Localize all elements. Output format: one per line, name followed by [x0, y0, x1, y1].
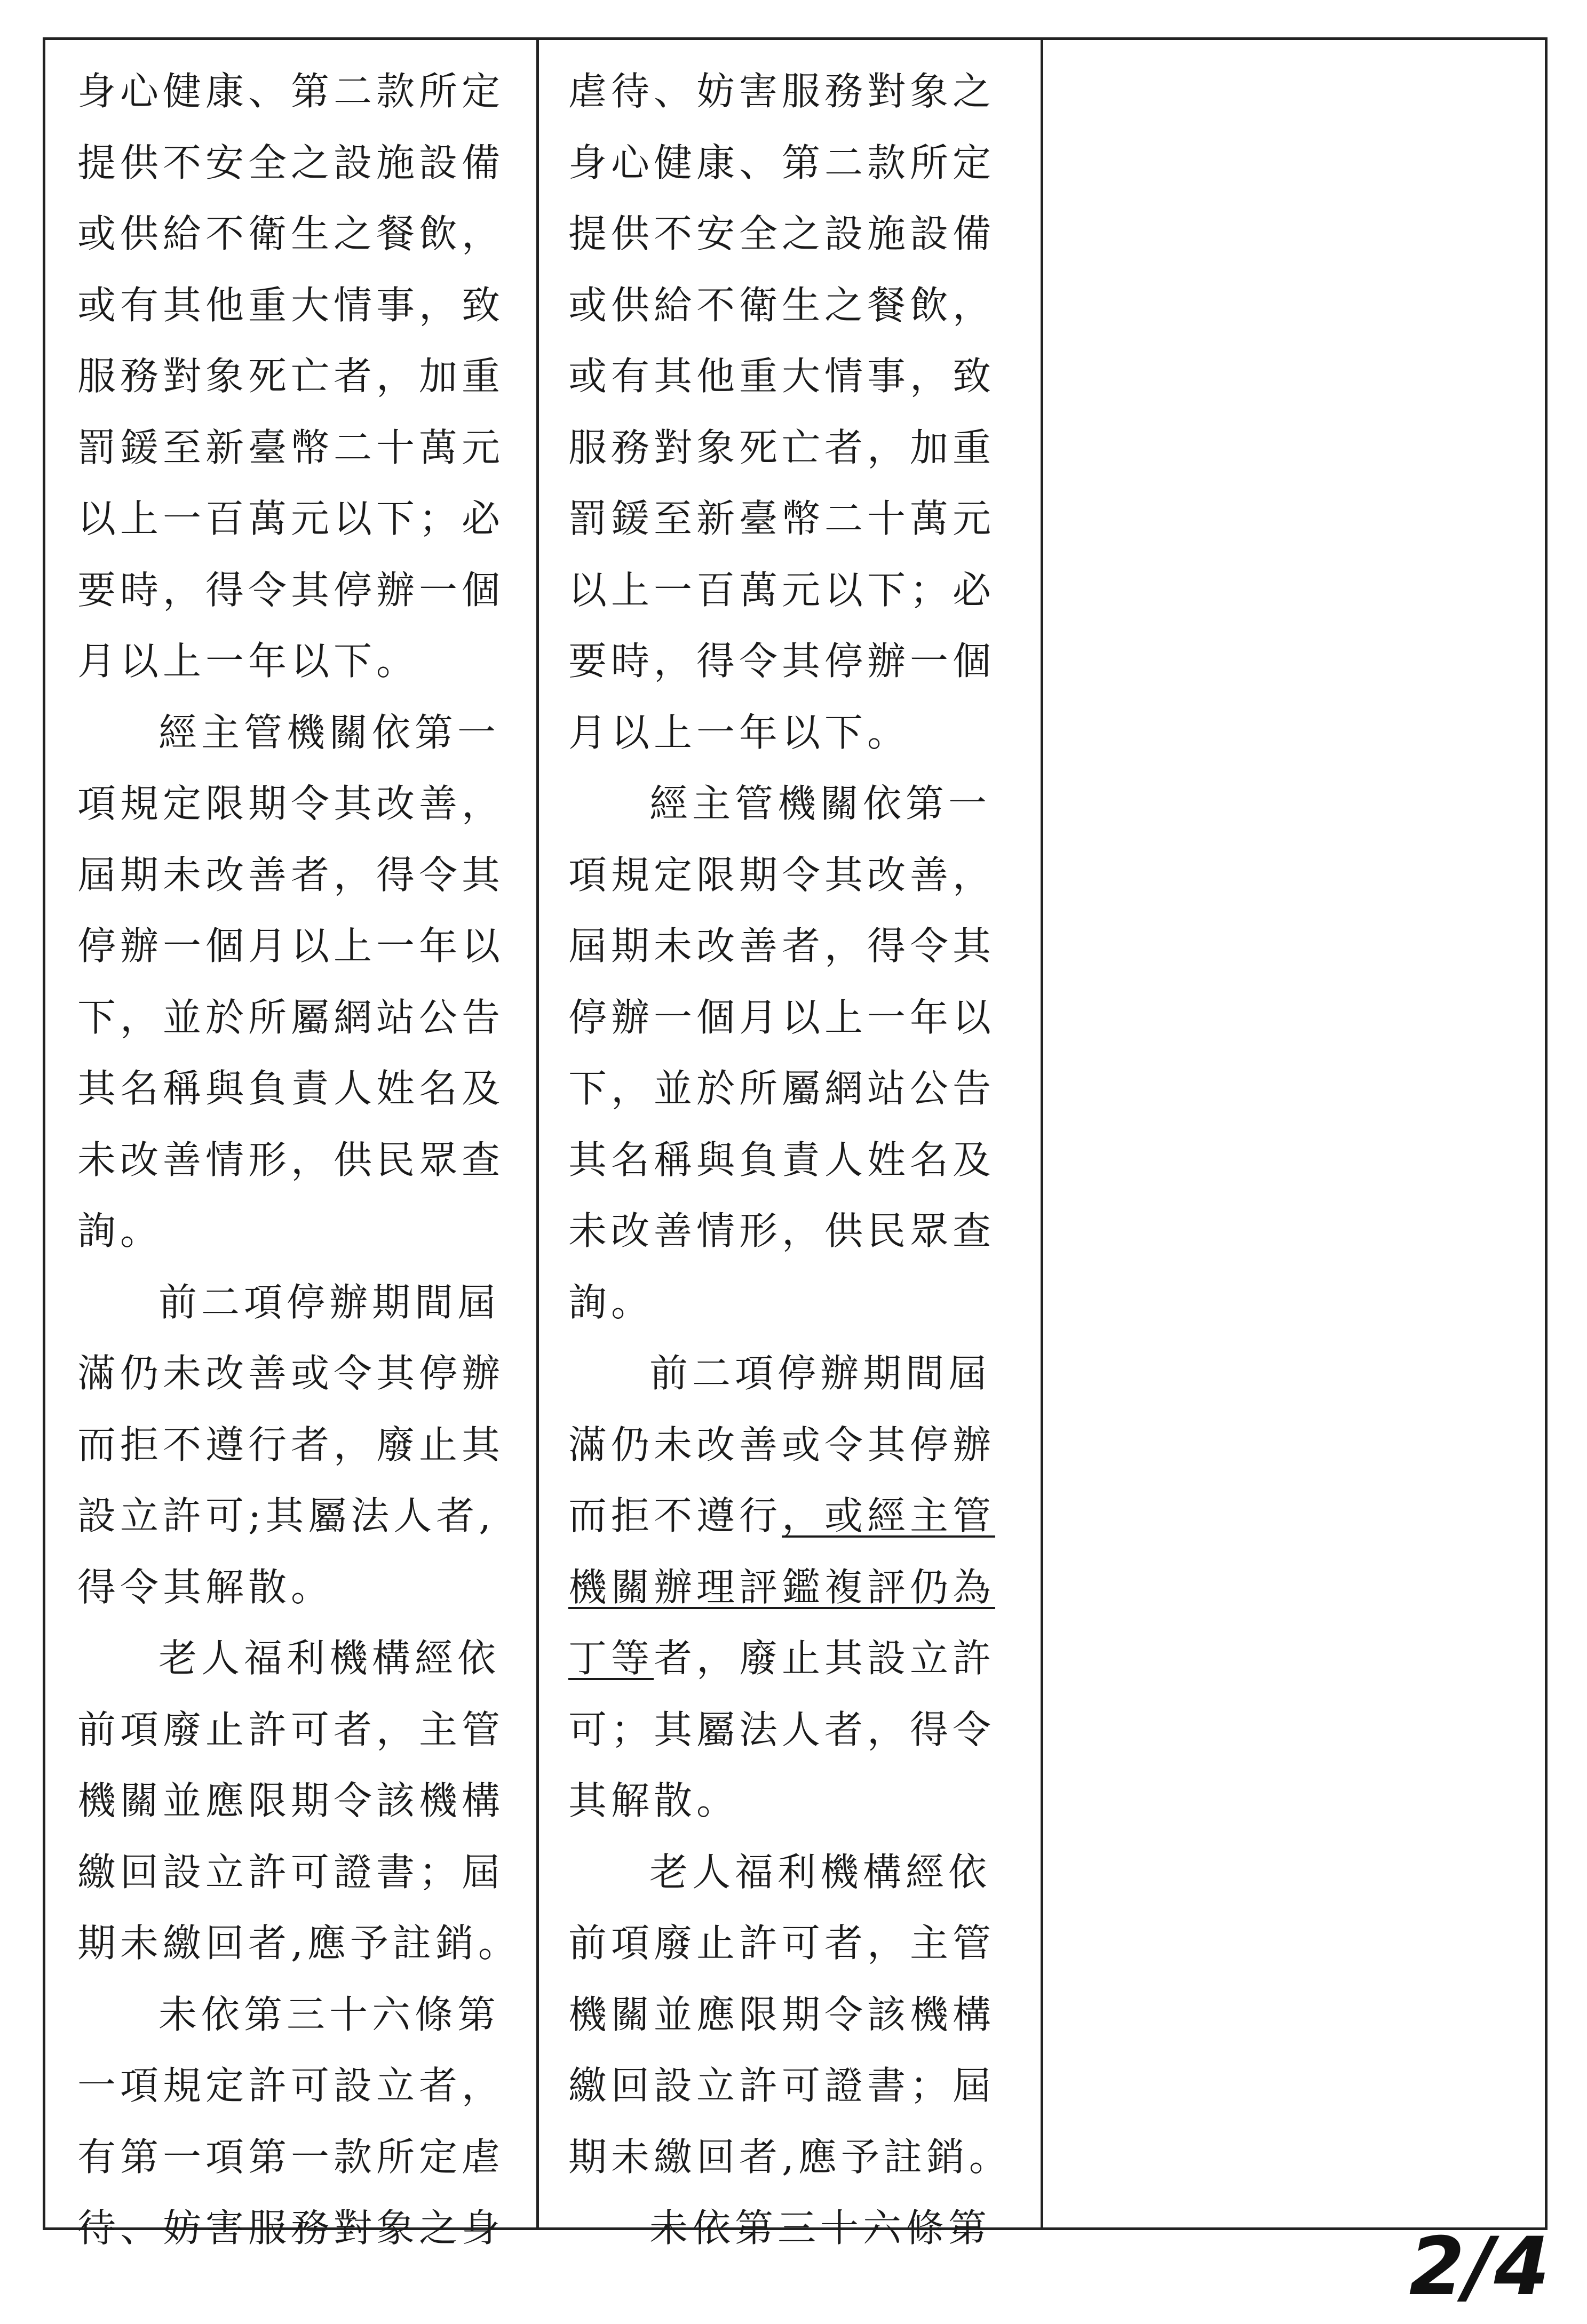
comparison-table	[43, 37, 1548, 2250]
text-line: 老人福利機構經依	[158, 1636, 501, 1681]
text-line: 下，並於所屬網站公告	[568, 1066, 996, 1111]
text-line	[568, 1623, 1025, 1694]
text-line: 滿仍未改善或令其停辦	[77, 1351, 505, 1396]
text-line: 有第一項第一款所定虐	[77, 2134, 505, 2179]
text-line: 未依第三十六條第	[158, 1992, 501, 2037]
text-line: 月以上一年以下。	[77, 639, 419, 683]
text-line: 或有其他重大情事，致	[568, 354, 996, 399]
text-line: 停辦一個月以上一年以	[568, 994, 996, 1040]
text-line: 提供不安全之設施設備	[77, 140, 505, 185]
text-line: 要時，得令其停辦一個	[568, 639, 996, 683]
text-line: 繳回設立許可證書；屆	[77, 1849, 505, 1895]
text-line: 提供不安全之設施設備	[568, 211, 996, 256]
text-line: 身心健康、第二款所定	[568, 140, 996, 185]
text-line: 得令其解散。	[77, 1564, 334, 1610]
amended-text: 機關辦理評鑑複評仍為	[568, 1564, 996, 1610]
text-line: 機關並應限期令該機構	[568, 1992, 996, 2037]
text-line: 老人福利機構經依	[649, 1849, 991, 1895]
text-line: 其名稱與負責人姓名及	[568, 1137, 996, 1182]
text-line: 服務對象死亡者，加重	[568, 425, 996, 470]
page-number: 2/4	[1409, 2220, 1550, 2313]
text-line: 期未繳回者,應予註銷。	[77, 1921, 521, 1965]
text-line: 未改善情形，供民眾查	[568, 1208, 996, 1253]
text-line: 一項規定許可設立者，	[77, 2063, 505, 2108]
text-line: 前二項停辦期間屆	[649, 1351, 991, 1396]
text-line: 要時，得令其停辦一個	[77, 567, 505, 612]
amended-text: ，或經主管	[782, 1493, 996, 1538]
text-line: 前二項停辦期間屆	[158, 1279, 501, 1325]
text-segment: 者，廢止其設立許	[654, 1636, 996, 1681]
text-line: 項規定限期令其改善，	[568, 852, 996, 897]
text-line: 其名稱與負責人姓名及	[77, 1066, 505, 1111]
text-line: 屆期未改善者，得令其	[77, 852, 505, 897]
text-line: 前項廢止許可者，主管	[77, 1707, 505, 1752]
text-line	[568, 1481, 1025, 1552]
text-line: 虐待、妨害服務對象之	[568, 69, 996, 114]
text-line: 月以上一年以下。	[568, 710, 910, 755]
text-line: 經主管機關依第一	[649, 781, 991, 826]
text-segment: 而拒不遵行	[568, 1493, 782, 1538]
right-column	[1043, 40, 1545, 2227]
text-line: 其解散。	[568, 1778, 740, 1823]
text-line: 待、妨害服務對象之身	[77, 2206, 505, 2250]
text-line: 繳回設立許可證書；屆	[568, 2063, 996, 2108]
text-line: 以上一百萬元以下；必	[568, 567, 996, 612]
text-line: 或供給不衛生之餐飲，	[568, 282, 996, 328]
text-line: 滿仍未改善或令其停辦	[568, 1422, 996, 1467]
text-line: 而拒不遵行者，廢止其	[77, 1422, 505, 1467]
amended-text: 丁等	[568, 1636, 654, 1681]
text-line: 下，並於所屬網站公告	[77, 994, 505, 1040]
text-line: 停辦一個月以上一年以	[77, 924, 505, 968]
text-line: 詢。	[568, 1279, 654, 1325]
text-line: 可；其屬法人者，得令	[568, 1707, 996, 1752]
text-line: 屆期未改善者，得令其	[568, 924, 996, 968]
middle-column	[539, 40, 1041, 2250]
text-line: 或供給不衛生之餐飲，	[77, 211, 505, 256]
text-line: 機關並應限期令該機構	[77, 1778, 505, 1823]
text-line: 項規定限期令其改善，	[77, 781, 505, 826]
text-line: 期未繳回者,應予註銷。	[568, 2134, 1012, 2179]
text-line: 經主管機關依第一	[158, 710, 501, 755]
left-column	[45, 40, 536, 2250]
text-line: 服務對象死亡者，加重	[77, 354, 505, 399]
text-line: 詢。	[77, 1208, 163, 1253]
text-line: 前項廢止許可者，主管	[568, 1921, 996, 1965]
text-line: 身心健康、第二款所定	[77, 69, 505, 114]
text-line: 未改善情形，供民眾查	[77, 1137, 505, 1182]
text-line: 罰鍰至新臺幣二十萬元	[568, 496, 996, 541]
text-line: 未依第三十六條第	[649, 2206, 991, 2250]
text-line: 或有其他重大情事，致	[77, 282, 505, 328]
text-line: 以上一百萬元以下；必	[77, 496, 505, 541]
text-line	[568, 1552, 1025, 1623]
text-line: 設立許可;其屬法人者,	[77, 1493, 496, 1538]
text-line: 罰鍰至新臺幣二十萬元	[77, 425, 505, 470]
